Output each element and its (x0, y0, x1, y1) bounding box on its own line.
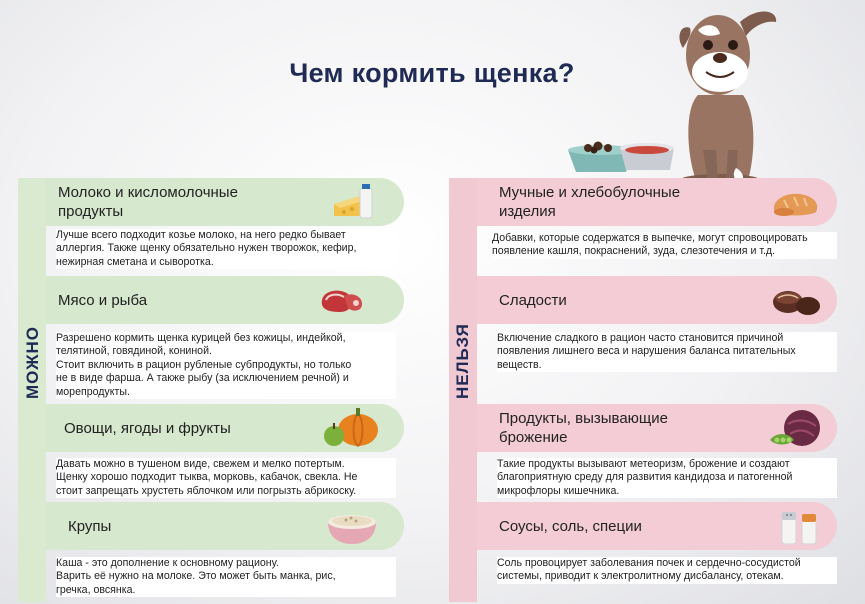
forbidden-label: НЕЛЬЗЯ (453, 323, 472, 399)
title-line: изделия (499, 203, 556, 220)
milk-cheese-icon (330, 182, 378, 220)
desc-line: Каша - это дополнение к основному рациону. (56, 557, 279, 569)
desc-line: благоприятную среду для развития кандидоза и патогенной (497, 471, 793, 484)
desc-line: не в виде фарша. А также рыбу (за исключением речной) и (56, 372, 349, 385)
desc-line: Соль провоцирует заболевания почек и сердечно-сосудистой (497, 557, 801, 569)
meat-icon (318, 286, 366, 316)
desc-line: Лучше всего подходит козье молоко, на него редко бывает (56, 229, 346, 241)
desc-line: гречка, овсянка. (56, 583, 136, 596)
forbidden-desc-sweets (497, 332, 837, 372)
title-line: Мучные и хлебобулочные (499, 184, 681, 201)
desc-line: Включение сладкого в рацион часто становится причиной (497, 332, 784, 344)
allowed-card-title: Овощи, ягоды и фрукты (64, 419, 231, 437)
allowed-desc-vegetables (56, 458, 396, 498)
desc-line: морепродукты. (56, 385, 130, 398)
desc-line: Щенку хорошо подходит тыква, морковь, кабачок, свекла. Не (56, 471, 358, 484)
allowed-card-title (46, 183, 238, 221)
bread-icon (770, 188, 822, 218)
puppy-with-bowls-illustration (548, 0, 788, 200)
porridge-bowl-icon (326, 508, 378, 546)
forbidden-card-title (477, 183, 680, 221)
allowed-card-title: Мясо и рыба (58, 291, 148, 309)
food-bowls-icon (568, 142, 674, 173)
allowed-label: МОЖНО (23, 325, 42, 399)
desc-line: Стоит включить в рацион рубленые субпродукты, но только (56, 358, 352, 371)
desc-line: аллергия. Также щенку обязательно нужен творожок, кефир, (56, 242, 357, 255)
page-title: Чем кормить щенка? (289, 58, 575, 88)
desc-line: стоит запрещать хрустеть яблочком или погрызть абрикоску. (56, 484, 357, 497)
desc-line: появление кашля, покраснений, зуда, слезотечения и т.д. (492, 245, 776, 258)
desc-line: веществ. (497, 358, 542, 371)
forbidden-card-title: Сладости (499, 291, 567, 309)
forbidden-card-title (477, 409, 668, 447)
title-line: брожение (499, 429, 568, 446)
allowed-desc-grains (56, 557, 396, 597)
desc-line: появления лишнего веса и нарушения баланса питательных (497, 345, 796, 358)
forbidden-card-title: Соусы, соль, специи (499, 517, 642, 535)
desc-line: телятиной, говядиной, кониной. (56, 345, 212, 358)
desc-line: Разрешено кормить щенка курицей без кожицы, индейкой, (56, 332, 346, 344)
desc-line: Такие продукты вызывают метеоризм, брожение и создают (497, 458, 790, 470)
desc-line: системы, приводит к электролитному дисбалансу, отекам. (497, 570, 784, 583)
pumpkin-apple-icon (322, 404, 382, 450)
allowed-card-title: Крупы (68, 517, 112, 535)
desc-line: Давать можно в тушеном виде, свежем и мелко потертым. (56, 458, 345, 470)
allowed-desc-dairy (56, 229, 396, 269)
title-line: Молоко и кисломолочные (58, 184, 238, 201)
desc-line: Варить её нужно на молоке. Это может быть манка, рис, (56, 570, 336, 583)
allowed-desc-meat (56, 332, 396, 399)
forbidden-desc-fermentation (497, 458, 837, 498)
desc-line: Добавки, которые содержатся в выпечке, могут спровоцировать (492, 232, 808, 244)
forbidden-desc-bakery (492, 232, 837, 259)
chocolate-icon (770, 284, 822, 318)
desc-line: микрофлоры кишечника. (497, 484, 620, 497)
cabbage-peas-icon (768, 406, 824, 450)
title-line: продукты (58, 203, 124, 220)
title-line: Продукты, вызывающие (499, 410, 668, 427)
desc-line: нежирная сметана и сыворотка. (56, 255, 214, 268)
salt-shaker-icon (778, 506, 822, 548)
forbidden-desc-sauces (497, 557, 837, 584)
